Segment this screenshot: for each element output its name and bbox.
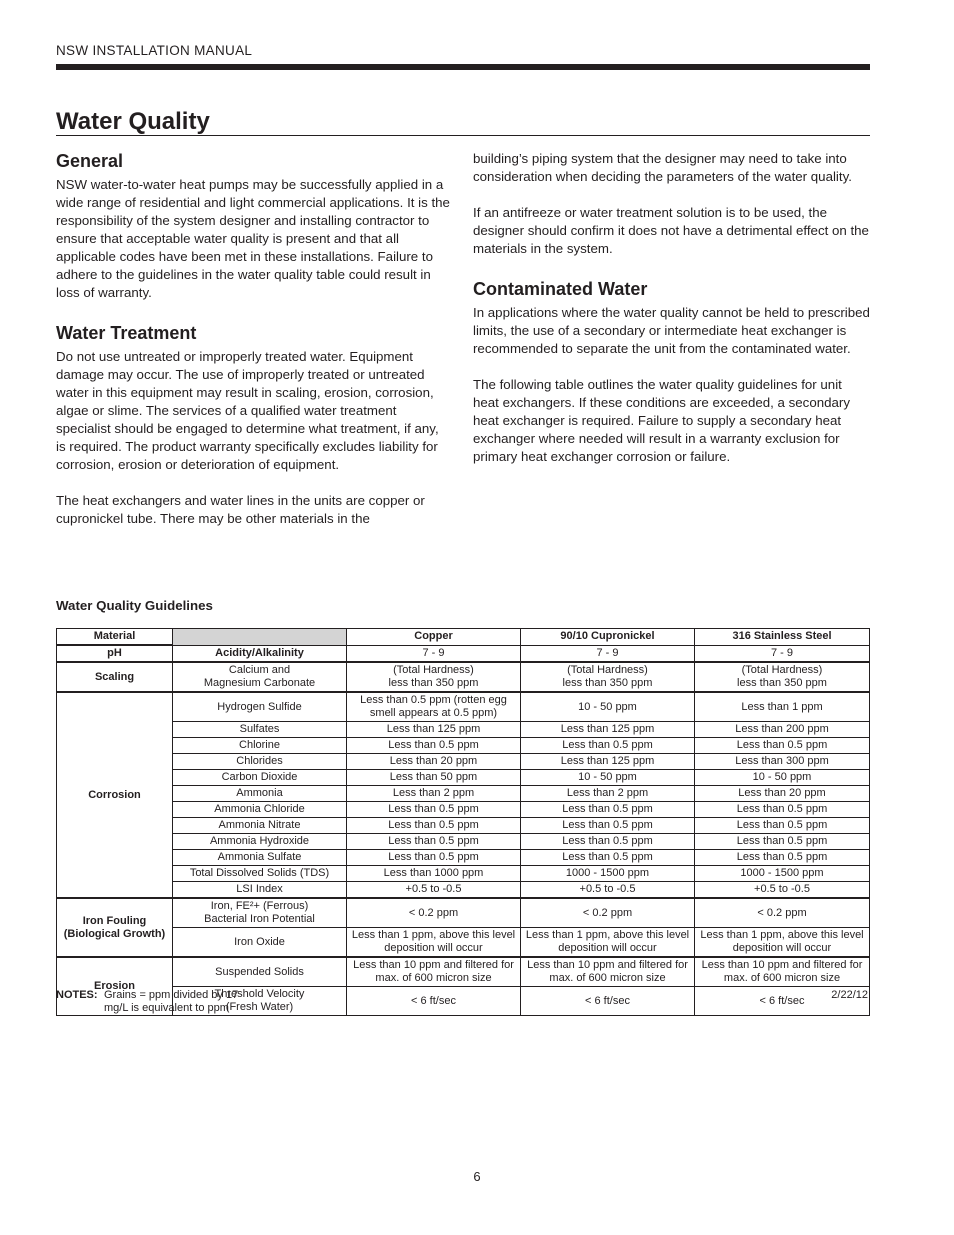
- corrosion-param: Ammonia: [173, 786, 347, 802]
- scaling-copper: (Total Hardness) less than 350 ppm: [347, 662, 521, 692]
- corrosion-param: Ammonia Hydroxide: [173, 834, 347, 850]
- iron-oxide-stainless: Less than 1 ppm, above this level deposition will occur: [695, 928, 870, 958]
- ph-stainless: 7 - 9: [695, 645, 870, 662]
- note-mgl: mg/L is equivalent to ppm: [104, 1002, 229, 1014]
- corrosion-copper: Less than 125 ppm: [347, 722, 521, 738]
- corrosion-param: Sulfates: [173, 722, 347, 738]
- corrosion-copper: Less than 0.5 ppm: [347, 802, 521, 818]
- table-row: [57, 866, 870, 882]
- corrosion-cupronickel: 1000 - 1500 ppm: [521, 866, 695, 882]
- page-title: Water Quality: [56, 108, 210, 135]
- corrosion-stainless: 1000 - 1500 ppm: [695, 866, 870, 882]
- table-row: [57, 738, 870, 754]
- corrosion-cupronickel: Less than 125 ppm: [521, 722, 695, 738]
- corrosion-stainless: 10 - 50 ppm: [695, 770, 870, 786]
- corrosion-param: LSI Index: [173, 882, 347, 899]
- corrosion-stainless: Less than 0.5 ppm: [695, 818, 870, 834]
- corrosion-param: Chlorides: [173, 754, 347, 770]
- table-row: [57, 692, 870, 722]
- corrosion-stainless: Less than 300 ppm: [695, 754, 870, 770]
- general-paragraph: NSW water-to-water heat pumps may be successfully applied in a wide range of residential and light commercial applications. It is the responsibility of the system designer and installing contractor to ensure that acceptable water quality is present and that all applicable codes have been met in these installations. Failure to adhere to the guidelines in the water quality table could result in loss of warranty.: [56, 177, 450, 300]
- ph-row: [57, 645, 870, 662]
- header-material: Material: [57, 629, 173, 646]
- continued-paragraph: building’s piping system that the designer may need to take into consideration when deciding the parameters of the water quality.: [473, 151, 852, 184]
- corrosion-copper: Less than 0.5 ppm: [347, 738, 521, 754]
- table-row: [57, 882, 870, 899]
- iron-fouling-row-1: [57, 898, 870, 928]
- notes-label: NOTES:: [56, 989, 98, 1001]
- suspended-solids-stainless: Less than 10 ppm and filtered for max. of 600 micron size: [695, 957, 870, 987]
- corrosion-cupronickel: Less than 2 ppm: [521, 786, 695, 802]
- iron-ferrous-param: Iron, FE²+ (Ferrous) Bacterial Iron Potential: [173, 898, 347, 928]
- corrosion-cupronickel: Less than 0.5 ppm: [521, 834, 695, 850]
- ph-cupronickel: 7 - 9: [521, 645, 695, 662]
- table-row: [57, 786, 870, 802]
- scaling-label: Scaling: [57, 662, 173, 692]
- corrosion-cupronickel: Less than 0.5 ppm: [521, 850, 695, 866]
- corrosion-cupronickel: Less than 0.5 ppm: [521, 802, 695, 818]
- corrosion-param: Total Dissolved Solids (TDS): [173, 866, 347, 882]
- water-quality-table: [56, 628, 870, 1016]
- corrosion-copper: Less than 1000 ppm: [347, 866, 521, 882]
- corrosion-copper: Less than 0.5 ppm: [347, 850, 521, 866]
- table-row: [57, 834, 870, 850]
- ph-param: Acidity/Alkalinity: [173, 645, 347, 662]
- corrosion-stainless: Less than 0.5 ppm: [695, 802, 870, 818]
- contaminated-water-heading: Contaminated Water: [473, 279, 648, 299]
- scaling-row: [57, 662, 870, 692]
- corrosion-param: Hydrogen Sulfide: [173, 692, 347, 722]
- table-notes: [56, 989, 238, 1015]
- corrosion-copper: Less than 0.5 ppm: [347, 834, 521, 850]
- corrosion-stainless: +0.5 to -0.5: [695, 882, 870, 899]
- table-row: [57, 818, 870, 834]
- corrosion-cupronickel: Less than 0.5 ppm: [521, 818, 695, 834]
- table-header-row: [57, 629, 870, 646]
- suspended-solids-copper: Less than 10 ppm and filtered for max. of 600 micron size: [347, 957, 521, 987]
- iron-ferrous-copper: < 0.2 ppm: [347, 898, 521, 928]
- page-number: 6: [473, 1169, 481, 1184]
- table-row: [57, 770, 870, 786]
- header-cupronickel: 90/10 Cupronickel: [521, 629, 695, 646]
- corrosion-copper: Less than 50 ppm: [347, 770, 521, 786]
- corrosion-cupronickel: +0.5 to -0.5: [521, 882, 695, 899]
- erosion-label: Erosion: [57, 957, 173, 1016]
- iron-ferrous-cupronickel: < 0.2 ppm: [521, 898, 695, 928]
- ph-copper: 7 - 9: [347, 645, 521, 662]
- table-date: 2/22/12: [831, 989, 868, 1001]
- right-column: [473, 150, 871, 466]
- corrosion-stainless: Less than 0.5 ppm: [695, 738, 870, 754]
- suspended-solids-param: Suspended Solids: [173, 957, 347, 987]
- guidelines-paragraph: The following table outlines the water quality guidelines for unit heat exchangers. If these conditions are exceeded, a secondary heat exchanger is required. Failure to supply a secondary heat exchanger where needed will result in a warranty exclusion for primary heat exchanger corrosion or failure.: [473, 377, 850, 464]
- heat-exchanger-paragraph: The heat exchangers and water lines in the units are copper or cupronickel tube. There may be other materials in the: [56, 493, 425, 526]
- corrosion-stainless: Less than 0.5 ppm: [695, 850, 870, 866]
- header-rule: [56, 64, 870, 70]
- table-title: Water Quality Guidelines: [56, 598, 213, 613]
- corrosion-cupronickel: Less than 125 ppm: [521, 754, 695, 770]
- iron-oxide-copper: Less than 1 ppm, above this level deposition will occur: [347, 928, 521, 958]
- water-treatment-paragraph: Do not use untreated or improperly treated water. Equipment damage may occur. The use of improperly treated or untreated water in this equipment may result in scaling, erosion, corrosion, algae or slime. The services of a qualified water treatment specialist should be engaged to determine what treatment, if any, is required. The product warranty specifically excludes liability for corrosion, erosion or deterioration of equipment.: [56, 349, 439, 472]
- threshold-velocity-stainless: < 6 ft/sec: [695, 987, 870, 1016]
- threshold-velocity-cupronickel: < 6 ft/sec: [521, 987, 695, 1016]
- corrosion-param: Ammonia Sulfate: [173, 850, 347, 866]
- corrosion-copper: Less than 0.5 ppm (rotten egg smell appears at 0.5 ppm): [347, 692, 521, 722]
- corrosion-copper: Less than 20 ppm: [347, 754, 521, 770]
- corrosion-param: Ammonia Nitrate: [173, 818, 347, 834]
- header-blank: [173, 629, 347, 646]
- scaling-stainless: (Total Hardness) less than 350 ppm: [695, 662, 870, 692]
- ph-label: pH: [57, 645, 173, 662]
- corrosion-copper: Less than 0.5 ppm: [347, 818, 521, 834]
- corrosion-param: Chlorine: [173, 738, 347, 754]
- corrosion-cupronickel: 10 - 50 ppm: [521, 770, 695, 786]
- manual-header: NSW INSTALLATION MANUAL: [56, 43, 253, 58]
- iron-fouling-row-2: [57, 928, 870, 958]
- threshold-velocity-param: Threshold Velocity (Fresh Water): [173, 987, 347, 1016]
- corrosion-stainless: Less than 0.5 ppm: [695, 834, 870, 850]
- corrosion-stainless: Less than 20 ppm: [695, 786, 870, 802]
- table-row: [57, 722, 870, 738]
- iron-oxide-cupronickel: Less than 1 ppm, above this level deposition will occur: [521, 928, 695, 958]
- corrosion-cupronickel: Less than 0.5 ppm: [521, 738, 695, 754]
- corrosion-stainless: Less than 1 ppm: [695, 692, 870, 722]
- corrosion-param: Ammonia Chloride: [173, 802, 347, 818]
- scaling-cupronickel: (Total Hardness) less than 350 ppm: [521, 662, 695, 692]
- note-grains: Grains = ppm divided by 17: [104, 989, 239, 1001]
- threshold-velocity-copper: < 6 ft/sec: [347, 987, 521, 1016]
- general-heading: General: [56, 151, 124, 171]
- contaminated-paragraph: In applications where the water quality cannot be held to prescribed limits, the use of a secondary or intermediate heat exchanger is recommended to separate the unit from the contaminated water.: [473, 305, 870, 356]
- corrosion-param: Carbon Dioxide: [173, 770, 347, 786]
- corrosion-cupronickel: 10 - 50 ppm: [521, 692, 695, 722]
- water-treatment-heading: Water Treatment: [56, 323, 197, 343]
- table-row: [57, 802, 870, 818]
- iron-fouling-label: Iron Fouling (Biological Growth): [57, 898, 173, 957]
- table-row: [57, 850, 870, 866]
- suspended-solids-cupronickel: Less than 10 ppm and filtered for max. of 600 micron size: [521, 957, 695, 987]
- erosion-row-1: [57, 957, 870, 987]
- antifreeze-paragraph: If an antifreeze or water treatment solution is to be used, the designer should confirm it does not have a detrimental effect on the materials in the system.: [473, 205, 869, 256]
- title-rule: [56, 135, 870, 136]
- corrosion-copper: +0.5 to -0.5: [347, 882, 521, 899]
- left-column: [56, 150, 450, 528]
- header-stainless: 316 Stainless Steel: [695, 629, 870, 646]
- corrosion-copper: Less than 2 ppm: [347, 786, 521, 802]
- iron-ferrous-stainless: < 0.2 ppm: [695, 898, 870, 928]
- iron-oxide-param: Iron Oxide: [173, 928, 347, 958]
- table-row: [57, 754, 870, 770]
- scaling-param: Calcium and Magnesium Carbonate: [173, 662, 347, 692]
- corrosion-stainless: Less than 200 ppm: [695, 722, 870, 738]
- header-copper: Copper: [347, 629, 521, 646]
- corrosion-label: Corrosion: [57, 692, 173, 898]
